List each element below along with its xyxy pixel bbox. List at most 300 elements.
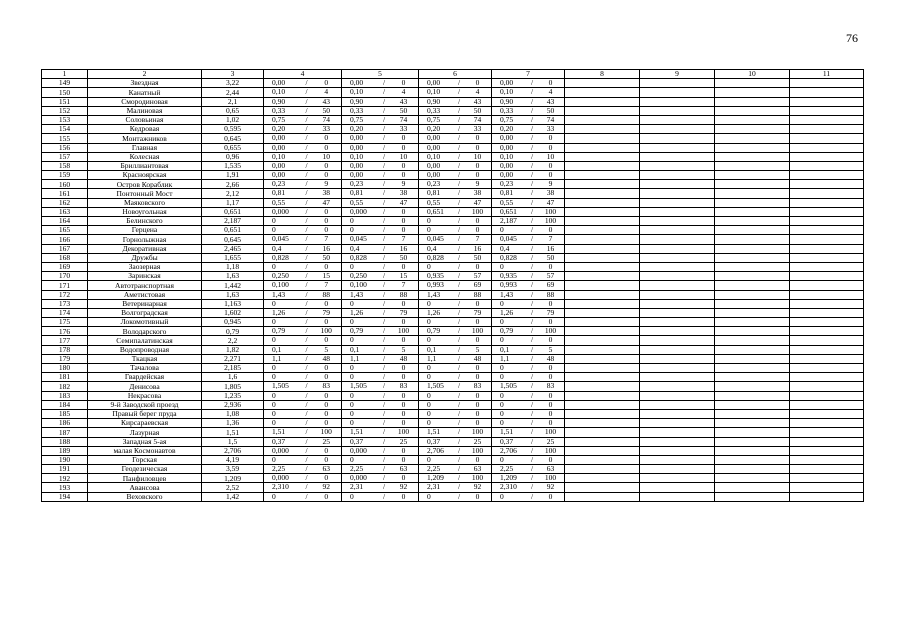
empty-cell (790, 134, 864, 143)
street-name: Локомотивный (88, 318, 202, 327)
row-number: 149 (42, 79, 88, 88)
length-value: 0,33 (427, 106, 441, 115)
length-value: 0 (272, 400, 276, 409)
percent-value: 7 (548, 234, 553, 244)
header-cell: 1 (42, 70, 88, 79)
total-length: 1,805 (202, 382, 264, 391)
percent-value: 0 (475, 262, 480, 271)
empty-cell (565, 272, 640, 281)
total-length: 2,706 (202, 446, 264, 455)
empty-cell (790, 483, 864, 492)
separator-slash: / (530, 446, 534, 455)
length-value: 0,000 (350, 207, 367, 216)
length-value: 2,31 (350, 482, 364, 492)
percent-value: 0 (475, 391, 480, 400)
value-pair-cell (264, 492, 342, 501)
value-pair-cell (492, 409, 565, 418)
value-pair-cell (419, 198, 492, 207)
length-value: 0,23 (350, 179, 364, 189)
value-pair-cell (264, 318, 342, 327)
empty-cell (790, 318, 864, 327)
percent-value: 38 (546, 188, 555, 198)
empty-cell (790, 465, 864, 474)
value-pair-cell (492, 455, 565, 464)
row-number: 185 (42, 409, 88, 418)
value-pair-cell (419, 492, 492, 501)
separator-slash: / (457, 381, 461, 391)
value-pair-cell (492, 253, 565, 262)
length-value: 0 (500, 418, 504, 428)
length-value: 1,1 (500, 354, 510, 363)
value-pair-cell (264, 446, 342, 455)
row-number: 159 (42, 171, 88, 180)
length-value: 0,33 (500, 106, 514, 115)
length-value: 2,31 (427, 482, 441, 492)
separator-slash: / (305, 290, 308, 299)
empty-cell (565, 419, 640, 428)
percent-value: 0 (548, 317, 553, 327)
separator-slash: / (382, 244, 386, 253)
total-length: 2,12 (202, 189, 264, 198)
separator-slash: / (530, 253, 534, 262)
percent-value: 48 (546, 354, 555, 363)
percent-value: 0 (401, 133, 406, 143)
empty-cell (565, 253, 640, 262)
row-number: 151 (42, 97, 88, 106)
empty-cell (565, 446, 640, 455)
percent-value: 0 (548, 455, 553, 464)
total-length: 2,187 (202, 217, 264, 226)
empty-cell (640, 364, 715, 373)
separator-slash: / (382, 152, 386, 161)
percent-value: 0 (401, 455, 406, 464)
length-value: 0,10 (350, 87, 364, 97)
separator-slash: / (382, 400, 386, 409)
header-cell: 9 (640, 70, 715, 79)
percent-value: 83 (399, 381, 408, 391)
table-row (42, 290, 864, 299)
length-value: 0 (500, 335, 504, 345)
percent-value: 88 (399, 290, 408, 299)
row-number: 164 (42, 217, 88, 226)
row-number: 167 (42, 244, 88, 253)
length-value: 0,250 (350, 271, 367, 281)
separator-slash: / (382, 326, 386, 336)
empty-cell (715, 290, 790, 299)
separator-slash: / (305, 427, 308, 437)
separator-slash: / (530, 455, 534, 464)
percent-value: 69 (473, 280, 482, 290)
street-name: Тачалова (88, 364, 202, 373)
total-length: 1,82 (202, 345, 264, 354)
empty-cell (715, 171, 790, 180)
empty-cell (565, 483, 640, 492)
table-row (42, 354, 864, 363)
length-value: 0,75 (350, 115, 364, 124)
percent-value: 25 (473, 437, 482, 446)
empty-cell (715, 391, 790, 400)
total-length: 1,163 (202, 299, 264, 308)
length-value: 0 (350, 391, 354, 400)
percent-value: 0 (401, 207, 406, 216)
separator-slash: / (305, 455, 308, 464)
total-length: 2,465 (202, 244, 264, 253)
value-pair-cell (264, 364, 342, 373)
street-name: Смородиновая (88, 97, 202, 106)
value-pair-cell (264, 281, 342, 290)
value-pair-cell (264, 152, 342, 161)
total-length: 1,36 (202, 419, 264, 428)
length-value: 0 (500, 262, 504, 271)
percent-value: 0 (475, 409, 480, 418)
table-row (42, 391, 864, 400)
empty-cell (790, 336, 864, 345)
separator-slash: / (382, 427, 386, 437)
percent-value: 0 (401, 170, 406, 180)
percent-value: 0 (548, 262, 553, 271)
value-pair-cell (492, 465, 565, 474)
value-pair-cell (264, 400, 342, 409)
separator-slash: / (305, 400, 308, 409)
row-number: 153 (42, 115, 88, 124)
value-pair-cell (492, 226, 565, 235)
total-length: 1,535 (202, 161, 264, 170)
percent-value: 0 (401, 446, 406, 455)
value-pair-cell (264, 465, 342, 474)
percent-value: 0 (324, 133, 329, 143)
length-value: 0 (350, 216, 354, 225)
percent-value: 0 (324, 216, 329, 225)
length-value: 0,90 (500, 97, 514, 106)
percent-value: 0 (324, 161, 329, 170)
length-value: 0,100 (272, 280, 289, 290)
empty-cell (565, 97, 640, 106)
percent-value: 0 (324, 446, 329, 455)
percent-value: 0 (548, 335, 553, 345)
length-value: 0,00 (350, 143, 364, 152)
separator-slash: / (305, 280, 308, 290)
length-value: 1,505 (500, 381, 517, 391)
value-pair-cell (264, 207, 342, 216)
length-value: 0 (272, 455, 276, 464)
value-pair-cell (342, 217, 419, 226)
separator-slash: / (530, 335, 534, 345)
table-row (42, 419, 864, 428)
table-row (42, 272, 864, 281)
percent-value: 10 (399, 152, 408, 161)
empty-cell (790, 428, 864, 437)
separator-slash: / (382, 482, 386, 492)
percent-value: 0 (324, 317, 329, 327)
length-value: 0,55 (500, 198, 514, 207)
separator-slash: / (305, 207, 308, 216)
separator-slash: / (530, 244, 534, 253)
street-name: Белинского (88, 217, 202, 226)
value-pair-cell (264, 391, 342, 400)
row-number: 190 (42, 455, 88, 464)
length-value: 0,75 (427, 115, 441, 124)
street-name: Декоративная (88, 244, 202, 253)
value-pair-cell (342, 253, 419, 262)
street-name: Панфиловцев (88, 474, 202, 483)
length-value: 0,1 (427, 345, 437, 354)
header-cell: 5 (342, 70, 419, 79)
separator-slash: / (305, 244, 308, 253)
empty-cell (715, 465, 790, 474)
separator-slash: / (382, 464, 386, 474)
length-value: 0,00 (272, 133, 286, 143)
percent-value: 0 (401, 492, 406, 501)
empty-cell (565, 115, 640, 124)
value-pair-cell (419, 272, 492, 281)
separator-slash: / (305, 124, 308, 134)
value-pair-cell (492, 134, 565, 143)
separator-slash: / (530, 115, 534, 124)
length-value: 0,37 (500, 437, 514, 446)
length-value: 0,10 (427, 152, 441, 161)
separator-slash: / (305, 464, 308, 474)
row-number: 156 (42, 143, 88, 152)
percent-value: 4 (324, 87, 329, 97)
total-length: 0,651 (202, 226, 264, 235)
length-value: 0,250 (272, 271, 289, 281)
value-pair-cell (492, 400, 565, 409)
empty-cell (715, 272, 790, 281)
separator-slash: / (530, 170, 534, 180)
length-value: 0 (350, 225, 354, 235)
empty-cell (790, 299, 864, 308)
length-value: 0,993 (500, 280, 517, 290)
street-name: Волгоградская (88, 308, 202, 317)
separator-slash: / (305, 409, 308, 418)
separator-slash: / (305, 345, 308, 354)
value-pair-cell (419, 217, 492, 226)
percent-value: 0 (548, 143, 553, 152)
percent-value: 0 (548, 418, 553, 428)
empty-cell (640, 171, 715, 180)
empty-cell (715, 382, 790, 391)
empty-cell (790, 409, 864, 418)
value-pair-cell (342, 115, 419, 124)
value-pair-cell (419, 409, 492, 418)
length-value: 1,505 (350, 381, 367, 391)
street-name: малая Космонавтов (88, 446, 202, 455)
percent-value: 16 (473, 244, 482, 253)
total-length: 1,209 (202, 474, 264, 483)
length-value: 0,00 (350, 78, 364, 88)
percent-value: 100 (544, 326, 557, 336)
length-value: 0,37 (350, 437, 364, 446)
percent-value: 100 (320, 427, 332, 437)
length-value: 0,1 (272, 345, 282, 354)
length-value: 0,828 (272, 253, 289, 262)
percent-value: 0 (401, 78, 406, 88)
separator-slash: / (530, 391, 534, 400)
percent-value: 50 (473, 106, 482, 115)
percent-value: 100 (397, 427, 410, 437)
separator-slash: / (305, 78, 308, 88)
row-number: 181 (42, 373, 88, 382)
value-pair-cell (419, 134, 492, 143)
value-pair-cell (342, 354, 419, 363)
percent-value: 0 (324, 363, 329, 372)
percent-value: 0 (548, 409, 553, 418)
total-length: 1,91 (202, 171, 264, 180)
value-pair-cell (264, 345, 342, 354)
length-value: 0 (500, 372, 504, 382)
separator-slash: / (382, 473, 386, 483)
value-pair-cell (492, 492, 565, 501)
empty-cell (565, 198, 640, 207)
separator-slash: / (382, 170, 386, 180)
percent-value: 25 (322, 437, 330, 446)
separator-slash: / (382, 280, 386, 290)
empty-cell (715, 373, 790, 382)
value-pair-cell (419, 115, 492, 124)
length-value: 0,23 (500, 179, 514, 189)
empty-cell (640, 409, 715, 418)
empty-cell (640, 106, 715, 115)
separator-slash: / (382, 188, 386, 198)
value-pair-cell (342, 244, 419, 253)
separator-slash: / (382, 363, 386, 372)
separator-slash: / (530, 179, 534, 189)
value-pair-cell (419, 327, 492, 336)
row-number: 184 (42, 400, 88, 409)
percent-value: 0 (475, 216, 480, 225)
percent-value: 63 (546, 464, 555, 474)
header-cell: 2 (88, 70, 202, 79)
separator-slash: / (305, 106, 308, 115)
value-pair-cell (342, 125, 419, 134)
percent-value: 79 (399, 308, 408, 317)
length-value: 0,1 (500, 345, 510, 354)
percent-value: 0 (324, 225, 329, 235)
value-pair-cell (419, 235, 492, 244)
empty-cell (790, 373, 864, 382)
separator-slash: / (382, 234, 386, 244)
total-length: 2,936 (202, 400, 264, 409)
length-value: 0,935 (427, 271, 444, 281)
empty-cell (790, 171, 864, 180)
table-row (42, 207, 864, 216)
value-pair-cell (264, 171, 342, 180)
value-pair-cell (342, 428, 419, 437)
separator-slash: / (382, 115, 386, 124)
length-value: 0,10 (500, 152, 514, 161)
length-value: 1,51 (350, 427, 364, 437)
percent-value: 16 (546, 244, 555, 253)
percent-value: 33 (473, 124, 482, 134)
percent-value: 0 (475, 400, 480, 409)
row-number: 192 (42, 474, 88, 483)
percent-value: 0 (401, 409, 406, 418)
street-name: Монтажников (88, 134, 202, 143)
row-number: 177 (42, 336, 88, 345)
percent-value: 0 (475, 143, 480, 152)
separator-slash: / (530, 198, 534, 207)
empty-cell (565, 437, 640, 446)
length-value: 0,828 (350, 253, 367, 262)
separator-slash: / (305, 381, 308, 391)
percent-value: 15 (399, 271, 408, 281)
percent-value: 4 (548, 87, 553, 97)
empty-cell (640, 226, 715, 235)
percent-value: 0 (324, 299, 329, 308)
percent-value: 50 (546, 253, 555, 262)
empty-cell (640, 428, 715, 437)
percent-value: 0 (324, 400, 329, 409)
empty-cell (715, 79, 790, 88)
row-number: 178 (42, 345, 88, 354)
value-pair-cell (342, 382, 419, 391)
empty-cell (715, 400, 790, 409)
value-pair-cell (492, 336, 565, 345)
total-length: 2,2 (202, 336, 264, 345)
table-row (42, 465, 864, 474)
percent-value: 47 (399, 198, 408, 207)
percent-value: 74 (322, 115, 330, 124)
header-row (42, 70, 864, 79)
separator-slash: / (382, 317, 386, 327)
percent-value: 10 (473, 152, 482, 161)
empty-cell (715, 419, 790, 428)
empty-cell (565, 354, 640, 363)
value-pair-cell (419, 207, 492, 216)
percent-value: 0 (401, 225, 406, 235)
length-value: 0,00 (500, 143, 514, 152)
value-pair-cell (264, 437, 342, 446)
table-row (42, 189, 864, 198)
empty-cell (715, 152, 790, 161)
street-name: Заринская (88, 272, 202, 281)
empty-cell (565, 299, 640, 308)
value-pair-cell (419, 244, 492, 253)
length-value: 0 (427, 455, 431, 464)
percent-value: 50 (473, 253, 482, 262)
length-value: 0,00 (350, 133, 364, 143)
separator-slash: / (305, 335, 308, 345)
street-name: Геодезическая (88, 465, 202, 474)
row-number: 150 (42, 88, 88, 97)
length-value: 0,993 (427, 280, 444, 290)
percent-value: 15 (322, 271, 330, 281)
percent-value: 74 (473, 115, 482, 124)
length-value: 0,81 (272, 188, 286, 198)
row-number: 179 (42, 354, 88, 363)
total-length: 2,52 (202, 483, 264, 492)
empty-cell (640, 217, 715, 226)
empty-cell (715, 226, 790, 235)
length-value: 0,00 (272, 170, 286, 180)
value-pair-cell (264, 373, 342, 382)
length-value: 0 (350, 299, 354, 308)
value-pair-cell (492, 391, 565, 400)
total-length: 1,17 (202, 198, 264, 207)
separator-slash: / (457, 326, 461, 336)
value-pair-cell (264, 382, 342, 391)
value-pair-cell (342, 419, 419, 428)
length-value: 0 (272, 317, 276, 327)
separator-slash: / (530, 124, 534, 134)
total-length: 2,44 (202, 88, 264, 97)
separator-slash: / (530, 133, 534, 143)
separator-slash: / (530, 354, 534, 363)
length-value: 0,20 (500, 124, 514, 134)
empty-cell (715, 327, 790, 336)
empty-cell (790, 207, 864, 216)
street-name: Дружбы (88, 253, 202, 262)
